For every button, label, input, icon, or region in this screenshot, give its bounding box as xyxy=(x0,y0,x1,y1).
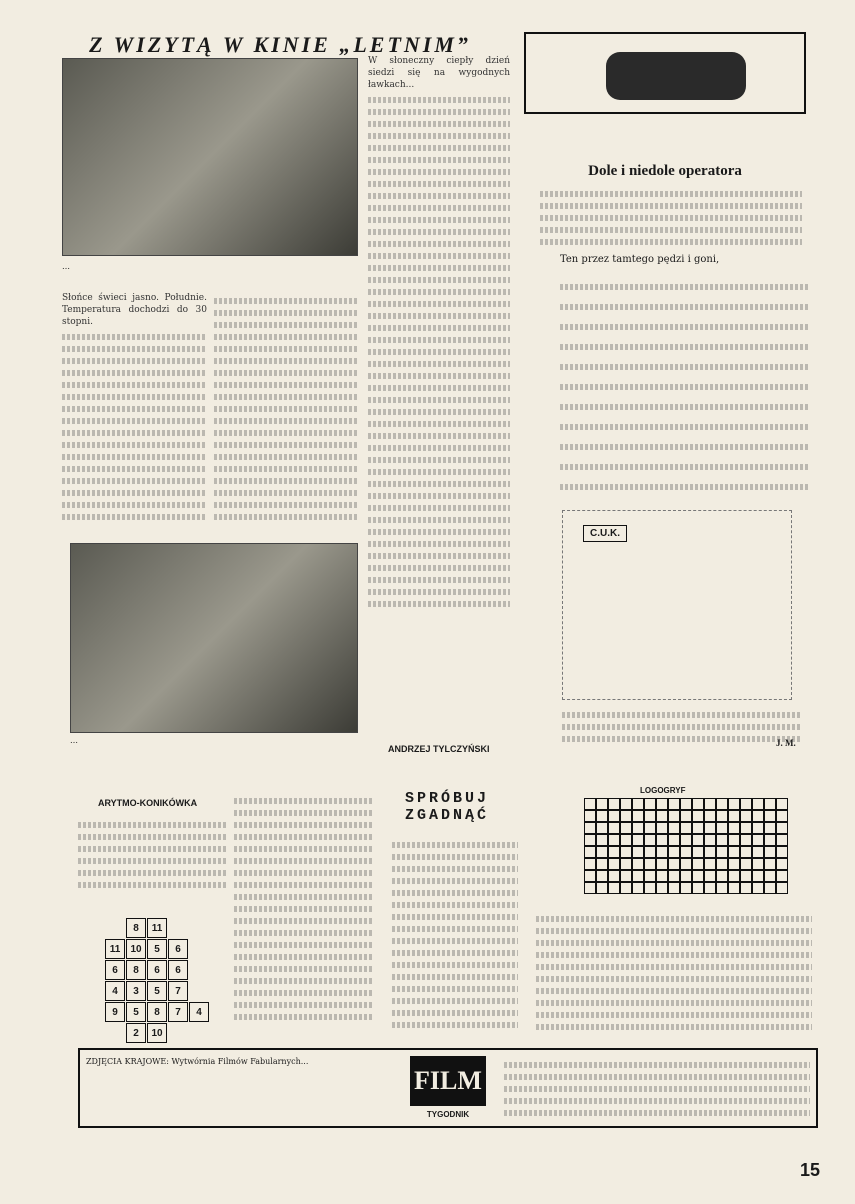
footer-credits xyxy=(78,1048,818,1128)
logogryf-cell xyxy=(764,846,776,858)
logogryf-cell xyxy=(632,870,644,882)
logogryf-cell xyxy=(764,810,776,822)
logogryf-cell xyxy=(704,846,716,858)
logogryf-cell xyxy=(656,870,668,882)
logogryf-cell xyxy=(608,846,620,858)
logogryf-cell xyxy=(716,882,728,894)
logogryf-cell xyxy=(692,834,704,846)
logogryf-cell xyxy=(596,798,608,810)
arytmo-cell: 10 xyxy=(147,1023,167,1043)
arytmo-cell: 5 xyxy=(126,1002,146,1022)
arytmo-cell xyxy=(84,918,104,938)
logogryf-cell xyxy=(752,798,764,810)
logogryf-cell xyxy=(584,882,596,894)
arytmo-body xyxy=(78,816,226,894)
logogryf-cell xyxy=(632,798,644,810)
logogryf-cell xyxy=(716,810,728,822)
logogryf-cell xyxy=(728,858,740,870)
logogryf-cell xyxy=(776,798,788,810)
logogryf-cell xyxy=(620,822,632,834)
logogryf-cell xyxy=(704,834,716,846)
logogryf-cell xyxy=(728,834,740,846)
arytmo-cell: 5 xyxy=(147,939,167,959)
logogryf-cell xyxy=(752,846,764,858)
logogryf-cell xyxy=(680,870,692,882)
logogryf-cell xyxy=(632,810,644,822)
klaps-verse: Ten przez tamtego pędzi i goni, xyxy=(560,250,810,504)
film-sub: TYGODNIK xyxy=(426,1110,470,1119)
logogryf-cell xyxy=(764,882,776,894)
logogryf-cell xyxy=(680,846,692,858)
logogryf-cell xyxy=(620,810,632,822)
logogryf-cell xyxy=(692,870,704,882)
arytmo-cell xyxy=(210,939,230,959)
logogryf-cell xyxy=(584,822,596,834)
logogryf-cell xyxy=(716,798,728,810)
arytmo-cell xyxy=(105,1023,125,1043)
logogryf-cell xyxy=(680,798,692,810)
arytmo-cell xyxy=(210,1023,230,1043)
logogryf-cell xyxy=(608,798,620,810)
logogryf-cell xyxy=(644,822,656,834)
logogryf-cell xyxy=(704,858,716,870)
logogryf-cell xyxy=(692,822,704,834)
logogryf-title: LOGOGRYF xyxy=(640,786,686,795)
footer-left: ZDJĘCIA KRAJOWE: Wytwórnia Filmów Fabularnych... xyxy=(86,1057,309,1066)
arytmo-cell: 10 xyxy=(126,939,146,959)
arytmo-cell: 4 xyxy=(189,1002,209,1022)
article-photo-projectionists xyxy=(70,543,358,733)
logogryf-cell xyxy=(680,822,692,834)
arytmo-cell xyxy=(84,939,104,959)
klaps-banner xyxy=(524,32,806,114)
logogryf-cell xyxy=(620,798,632,810)
arytmo-cell: 11 xyxy=(147,918,167,938)
arytmo-cell: 6 xyxy=(168,960,188,980)
logogryf-cell xyxy=(668,870,680,882)
logogryf-cell xyxy=(740,846,752,858)
arytmo-cell: 6 xyxy=(168,939,188,959)
logogryf-cell xyxy=(740,834,752,846)
logogryf-cell xyxy=(584,858,596,870)
logogryf-cell xyxy=(680,834,692,846)
logogryf-cell xyxy=(608,882,620,894)
logogryf-cell xyxy=(692,858,704,870)
logogryf-cell xyxy=(584,834,596,846)
logogryf-cell xyxy=(656,810,668,822)
arytmo-cell: 8 xyxy=(126,960,146,980)
arytmo-cell: 9 xyxy=(105,1002,125,1022)
logogryf-cell xyxy=(764,834,776,846)
logogryf-cell xyxy=(692,810,704,822)
arytmo-cell xyxy=(168,1023,188,1043)
logogryf-cell xyxy=(644,882,656,894)
page-number: 15 xyxy=(800,1160,821,1180)
arytmo-cell: 2 xyxy=(126,1023,146,1043)
logogryf-cell xyxy=(596,834,608,846)
film-logo: FILM xyxy=(410,1056,486,1106)
logogryf-cell xyxy=(584,870,596,882)
cuk-cartoon xyxy=(562,510,792,700)
logogryf-cell xyxy=(728,822,740,834)
arytmo-cell xyxy=(189,939,209,959)
sprobuj-body xyxy=(392,836,518,1034)
logogryf-cell xyxy=(656,834,668,846)
logogryf-cell xyxy=(728,846,740,858)
arytmo-cell: 4 xyxy=(105,981,125,1001)
logogryf-cell xyxy=(668,858,680,870)
arytmo-cell xyxy=(189,960,209,980)
logogryf-cell xyxy=(608,822,620,834)
logogryf-cell xyxy=(728,870,740,882)
footer-right xyxy=(504,1056,810,1122)
arytmo-cell: 7 xyxy=(168,981,188,1001)
logogryf-cell xyxy=(776,810,788,822)
logogryf-cell xyxy=(740,822,752,834)
logogryf-cell xyxy=(764,822,776,834)
logogryf-cell xyxy=(776,882,788,894)
logogryf-cell xyxy=(632,858,644,870)
logogryf-cell xyxy=(668,882,680,894)
puzzle-answers xyxy=(234,792,374,1026)
logogryf-cell xyxy=(596,810,608,822)
logogryf-cell xyxy=(596,858,608,870)
logogryf-cell xyxy=(704,810,716,822)
logogryf-cell xyxy=(692,882,704,894)
logogryf-cell xyxy=(728,798,740,810)
arytmo-cell: 11 xyxy=(105,939,125,959)
logogryf-cell xyxy=(596,882,608,894)
logogryf-cell xyxy=(776,822,788,834)
arytmo-cell: 6 xyxy=(105,960,125,980)
logogryf-cell xyxy=(656,858,668,870)
logogryf-cell xyxy=(776,870,788,882)
arytmo-cell xyxy=(84,981,104,1001)
article-col-mid xyxy=(214,292,359,526)
logogryf-cell xyxy=(752,870,764,882)
logogryf-cell xyxy=(728,810,740,822)
logogryf-cell xyxy=(704,822,716,834)
arytmo-cell xyxy=(210,918,230,938)
logogryf-cell xyxy=(668,846,680,858)
arytmo-cell xyxy=(189,981,209,1001)
logogryf-cell xyxy=(656,846,668,858)
logogryf-cell xyxy=(740,798,752,810)
logogryf-cell xyxy=(668,822,680,834)
photo-caption: … xyxy=(62,262,70,271)
article-col-left: Słońce świeci jasno. Południe. Temperatura dochodzi do 30 stopni. xyxy=(62,292,207,526)
logogryf-cell xyxy=(608,834,620,846)
logogryf-cell xyxy=(716,846,728,858)
logogryf-cell xyxy=(764,798,776,810)
arytmo-cell: 3 xyxy=(126,981,146,1001)
logogryf-cell xyxy=(704,882,716,894)
logogryf-cell xyxy=(728,882,740,894)
logogryf-cell xyxy=(644,846,656,858)
logogryf-cell xyxy=(644,810,656,822)
logogryf-cell xyxy=(632,822,644,834)
logogryf-cell xyxy=(752,834,764,846)
logogryf-cell xyxy=(776,834,788,846)
arytmo-title: ARYTMO-KONIKÓWKA xyxy=(98,798,198,808)
logogryf-cell xyxy=(584,810,596,822)
logogryf-cell xyxy=(584,798,596,810)
arytmo-cell xyxy=(84,1002,104,1022)
logogryf-cell xyxy=(632,882,644,894)
logogryf-cell xyxy=(752,810,764,822)
logogryf-cell xyxy=(716,870,728,882)
arytmo-cell xyxy=(105,918,125,938)
arytmo-cell: 8 xyxy=(147,1002,167,1022)
logogryf-cell xyxy=(644,798,656,810)
logogryf-cell xyxy=(716,834,728,846)
logogryf-cell xyxy=(764,858,776,870)
logogryf-cell xyxy=(656,822,668,834)
logogryf-cell xyxy=(704,798,716,810)
logogryf-cell xyxy=(668,810,680,822)
logogryf-cell xyxy=(680,810,692,822)
arytmo-cell xyxy=(168,918,188,938)
arytmo-cell: 7 xyxy=(168,1002,188,1022)
logogryf-cell xyxy=(716,858,728,870)
logogryf-cell xyxy=(680,858,692,870)
logogryf-cell xyxy=(608,810,620,822)
arytmo-cell xyxy=(189,1023,209,1043)
arytmo-cell xyxy=(189,918,209,938)
logogryf-cell xyxy=(776,858,788,870)
logogryf-cell xyxy=(620,882,632,894)
author-name: ANDRZEJ TYLCZYŃSKI xyxy=(388,744,490,754)
logogryf-cell xyxy=(716,822,728,834)
arytmo-cell: 5 xyxy=(147,981,167,1001)
arytmo-cell xyxy=(210,960,230,980)
logogryf-cell xyxy=(608,870,620,882)
logogryf-cell xyxy=(656,798,668,810)
logogryf-cell xyxy=(752,858,764,870)
arytmo-cell: 8 xyxy=(126,918,146,938)
logogryf-cell xyxy=(704,870,716,882)
logogryf-body xyxy=(536,910,812,1036)
logogryf-grid xyxy=(584,798,788,894)
klaps-ps xyxy=(562,706,802,748)
logogryf-cell xyxy=(740,882,752,894)
logogryf-cell xyxy=(632,846,644,858)
page-title: Z WIZYTĄ W KINIE „LETNIM” xyxy=(89,32,471,57)
logogryf-cell xyxy=(740,870,752,882)
klaps-intro xyxy=(540,185,802,251)
logogryf-cell xyxy=(656,882,668,894)
logogryf-cell xyxy=(740,810,752,822)
arytmo-cell xyxy=(210,981,230,1001)
logogryf-cell xyxy=(740,858,752,870)
logogryf-cell xyxy=(692,846,704,858)
klaps-title: Dole i niedole operatora xyxy=(588,163,742,179)
cuk-sign: C.U.K. xyxy=(583,525,627,542)
logogryf-cell xyxy=(644,870,656,882)
klaps-cartoon xyxy=(606,52,746,100)
photo-caption-2: … xyxy=(70,736,78,745)
logogryf-cell xyxy=(752,882,764,894)
arytmo-cell: 6 xyxy=(147,960,167,980)
logogryf-cell xyxy=(644,858,656,870)
logogryf-cell xyxy=(632,834,644,846)
logogryf-cell xyxy=(692,798,704,810)
logogryf-cell xyxy=(620,858,632,870)
logogryf-cell xyxy=(620,834,632,846)
logogryf-cell xyxy=(764,870,776,882)
logogryf-cell xyxy=(668,798,680,810)
arytmo-cell xyxy=(84,960,104,980)
logogryf-cell xyxy=(596,822,608,834)
logogryf-cell xyxy=(584,846,596,858)
logogryf-cell xyxy=(596,870,608,882)
arytmo-grid xyxy=(84,918,230,1043)
logogryf-cell xyxy=(680,882,692,894)
arytmo-cell xyxy=(84,1023,104,1043)
logogryf-cell xyxy=(620,870,632,882)
article-col-right: W słoneczny ciepły dzień siedzi się na wygodnych ławkach... xyxy=(368,55,510,613)
klaps-sign: J. M. xyxy=(776,738,796,748)
logogryf-cell xyxy=(752,822,764,834)
logogryf-cell xyxy=(776,846,788,858)
logogryf-cell xyxy=(596,846,608,858)
logogryf-cell xyxy=(644,834,656,846)
logogryf-cell xyxy=(608,858,620,870)
logogryf-cell xyxy=(620,846,632,858)
sprobuj-title: SPRÓBUJ ZGADNĄĆ xyxy=(404,790,489,824)
article-photo-audience xyxy=(62,58,358,256)
logogryf-cell xyxy=(668,834,680,846)
arytmo-cell xyxy=(210,1002,230,1022)
